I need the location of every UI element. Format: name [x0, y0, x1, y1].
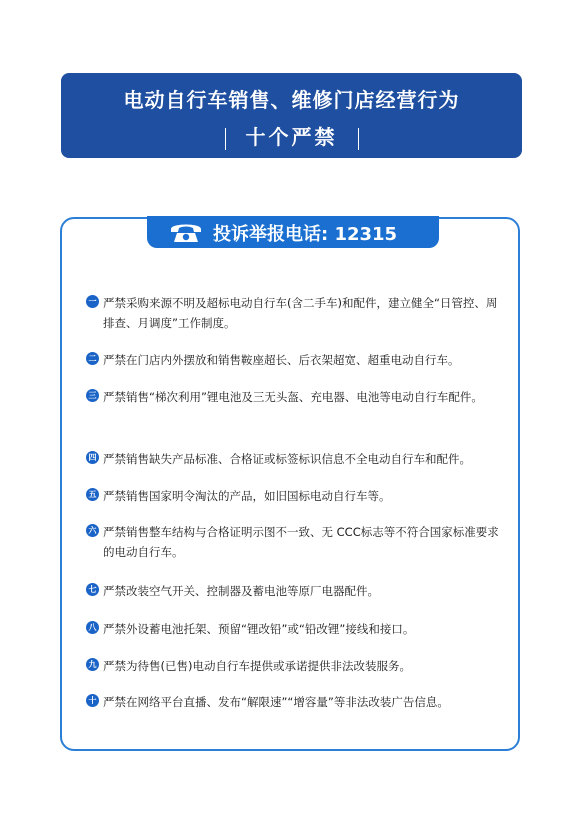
rule-number-badge: 十: [86, 694, 99, 707]
rule-number-badge: 五: [86, 488, 99, 501]
rule-number-badge: 四: [86, 451, 99, 464]
rule-text: 严禁在网络平台直播、发布“解限速”“增容量”等非法改装广告信息。: [103, 695, 449, 709]
hotline-label: 投诉举报电话: 12315: [213, 224, 398, 245]
rule-text: 严禁销售整车结构与合格证明示图不一致、无 CCC标志等不符合国家标准要求的电动自行车。: [103, 525, 499, 559]
page-subtitle-row: [61, 121, 522, 150]
rule-number-badge: 九: [86, 658, 99, 671]
telephone-icon: [168, 220, 204, 244]
rule-text: 严禁改装空气开关、控制器及蓄电池等原厂电器配件。: [103, 584, 379, 598]
rule-number-badge: 八: [86, 621, 99, 634]
divider-left: [225, 128, 226, 150]
rule-number-badge: 七: [86, 583, 99, 596]
title-banner: [61, 73, 522, 158]
divider-right: [358, 128, 359, 150]
rule-text: 严禁采购来源不明及超标电动自行车(含二手车)和配件，建立健全“日管控、周排查、月调度”工作制度。: [103, 296, 498, 330]
rule-text: 严禁销售“梯次利用”锂电池及三无头盔、充电器、电池等电动自行车配件。: [103, 390, 483, 404]
page-title: 电动自行车销售、维修门店经营行为: [123, 88, 460, 112]
rule-text: 严禁销售缺失产品标准、合格证或标签标识信息不全电动自行车和配件。: [103, 452, 471, 466]
hotline-tab: [147, 216, 439, 248]
rule-text: 严禁外设蓄电池托架、预留“锂改铅”或“铅改锂”接线和接口。: [103, 622, 415, 636]
rule-number-badge: 二: [86, 352, 99, 365]
rule-number-badge: 三: [86, 389, 99, 402]
rule-text: 严禁在门店内外摆放和销售鞍座超长、后衣架超宽、超重电动自行车。: [103, 353, 460, 367]
rule-number-badge: 一: [86, 295, 99, 308]
rule-text: 严禁为待售(已售)电动自行车提供或承诺提供非法改装服务。: [103, 659, 411, 673]
rule-text: 严禁销售国家明令淘汰的产品，如旧国标电动自行车等。: [103, 489, 391, 503]
rule-number-badge: 六: [86, 524, 99, 537]
page-subtitle: 十个严禁: [245, 125, 338, 149]
